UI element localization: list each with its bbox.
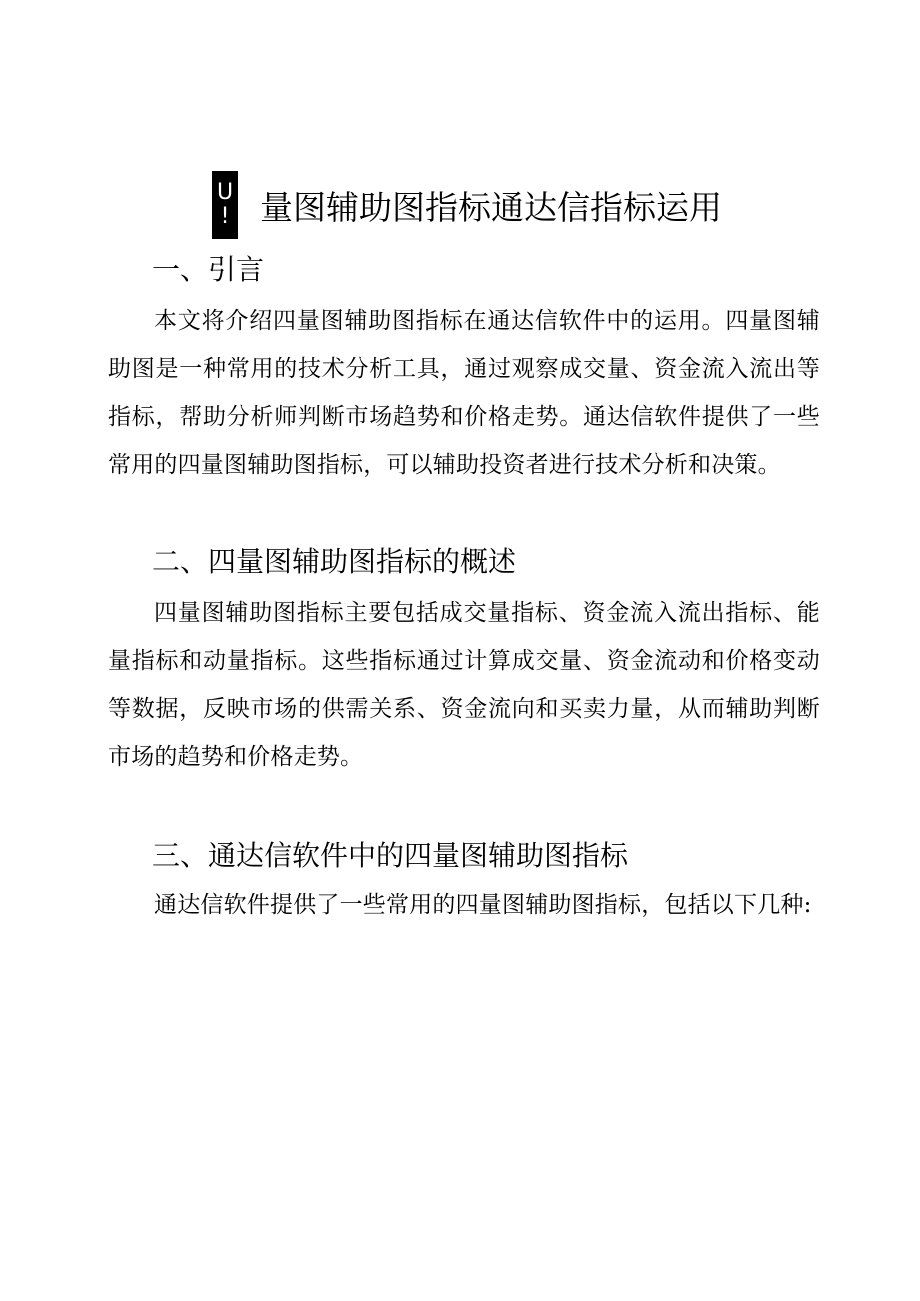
logo-glyph-bottom: ! [220,204,230,229]
section-paragraph-intro: 本文将介绍四量图辅助图指标在通达信软件中的运用。四量图辅助图是一种常用的技术分析工具，通过观察成交量、资金流入流出等指标，帮助分析师判断市场趋势和价格走势。通达信软件提供了一些常用的四量图辅助图指标，可以辅助投资者进行技术分析和决策。 [108,308,820,478]
logo-mark [212,171,238,239]
section-heading-software: 三、通达信软件中的四量图辅助图指标 [152,839,629,872]
title-row [212,170,722,240]
logo-glyph-top: U [216,180,234,205]
section-paragraph-overview: 四量图辅助图指标主要包括成交量指标、资金流入流出指标、能量指标和动量指标。这些指标通过计算成交量、资金流动和价格变动等数据，反映市场的供需关系、资金流向和买卖力量，从而辅助判断市场的趋势和价格走势。 [108,600,820,770]
section-paragraph-software: 通达信软件提供了一些常用的四量图辅助图指标，包括以下几种: [154,892,812,918]
section-heading-intro: 一、引言 [152,253,265,286]
document-title: 量图辅助图指标通达信指标运用 [260,187,722,227]
section-heading-overview: 二、四量图辅助图指标的概述 [152,545,517,578]
